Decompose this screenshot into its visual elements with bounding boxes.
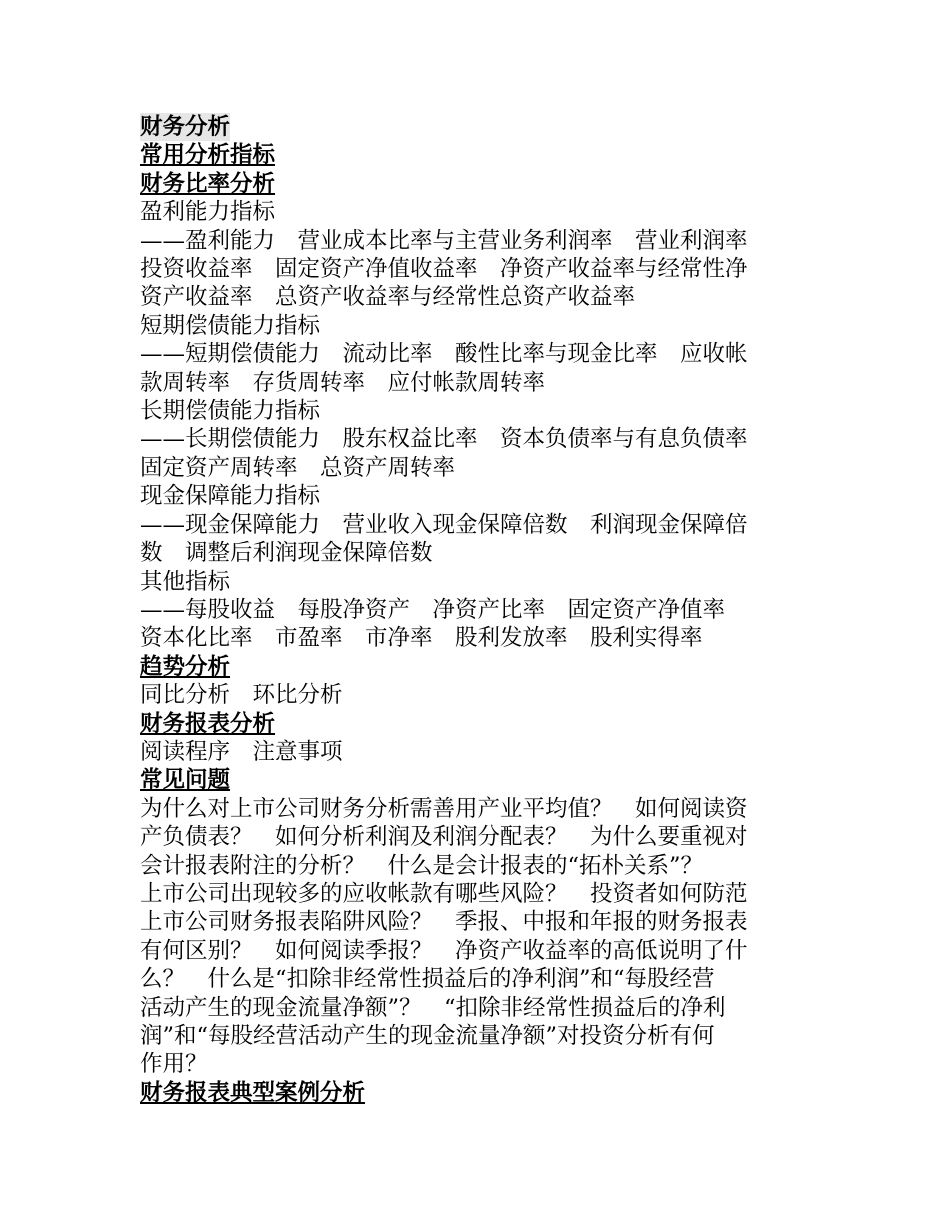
cash-label: 现金保障能力指标 (140, 483, 321, 510)
cash-line: 数 调整后利润现金保障倍数 (140, 540, 433, 567)
document-body (140, 113, 812, 1107)
other-label: 其他指标 (140, 568, 231, 595)
faq-line: 会计报表附注的分析？ 什么是会计报表的“拓朴关系”？ (140, 852, 704, 879)
faq-line: 产负债表？ 如何分析利润及利润分配表？ 为什么要重视对 (140, 824, 748, 851)
faq-line: 活动产生的现金流量净额”？ “扣除非经常性损益后的净利 (140, 994, 726, 1021)
short-debt-line: 款周转率 存货周转率 应付帐款周转率 (140, 369, 546, 396)
faq-line: 有何区别？ 如何阅读季报？ 净资产收益率的高低说明了什 (140, 937, 748, 964)
profit-line: ——盈利能力 营业成本比率与主营业务利润率 营业利润率 (140, 227, 748, 254)
trend-line: 同比分析 环比分析 (140, 682, 343, 709)
link-ratio-analysis[interactable]: 财务比率分析 (140, 170, 276, 197)
long-debt-label: 长期偿债能力指标 (140, 398, 321, 425)
document-title: 财务分析 (140, 114, 231, 140)
profit-line: 投资收益率 固定资产净值收益率 净资产收益率与经常性净 (140, 256, 748, 283)
profit-line: 资产收益率 总资产收益率与经常性总资产收益率 (140, 284, 636, 311)
short-debt-label: 短期偿债能力指标 (140, 312, 321, 339)
long-debt-line: ——长期偿债能力 股东权益比率 资本负债率与有息负债率 (140, 426, 748, 453)
short-debt-line: ——短期偿债能力 流动比率 酸性比率与现金比率 应收帐 (140, 341, 748, 368)
cash-line: ——现金保障能力 营业收入现金保障倍数 利润现金保障倍 (140, 511, 748, 538)
link-trend-analysis[interactable]: 趋势分析 (140, 653, 231, 680)
faq-line: 么？ 什么是“扣除非经常性损益后的净利润”和“每股经营 (140, 966, 715, 993)
faq-line: 为什么对上市公司财务分析需善用产业平均值？ 如何阅读资 (140, 795, 748, 822)
faq-line: 作用？ (140, 1051, 208, 1078)
profit-label: 盈利能力指标 (140, 199, 276, 226)
faq-line: 上市公司财务报表陷阱风险？ 季报、中报和年报的财务报表 (140, 909, 748, 936)
other-line: 资本化比率 市盈率 市净率 股利发放率 股利实得率 (140, 625, 703, 652)
long-debt-line: 固定资产周转率 总资产周转率 (140, 454, 456, 481)
link-case-analysis[interactable]: 财务报表典型案例分析 (140, 1079, 366, 1106)
faq-line: 上市公司出现较多的应收帐款有哪些风险？ 投资者如何防范 (140, 880, 748, 907)
other-line: ——每股收益 每股净资产 净资产比率 固定资产净值率 (140, 596, 726, 623)
statement-line: 阅读程序 注意事项 (140, 738, 343, 765)
link-common-indicators[interactable]: 常用分析指标 (140, 142, 276, 169)
faq-line: 润”和“每股经营活动产生的现金流量净额”对投资分析有何 (140, 1023, 715, 1049)
link-statement-analysis[interactable]: 财务报表分析 (140, 710, 276, 737)
link-faq[interactable]: 常见问题 (140, 767, 231, 794)
